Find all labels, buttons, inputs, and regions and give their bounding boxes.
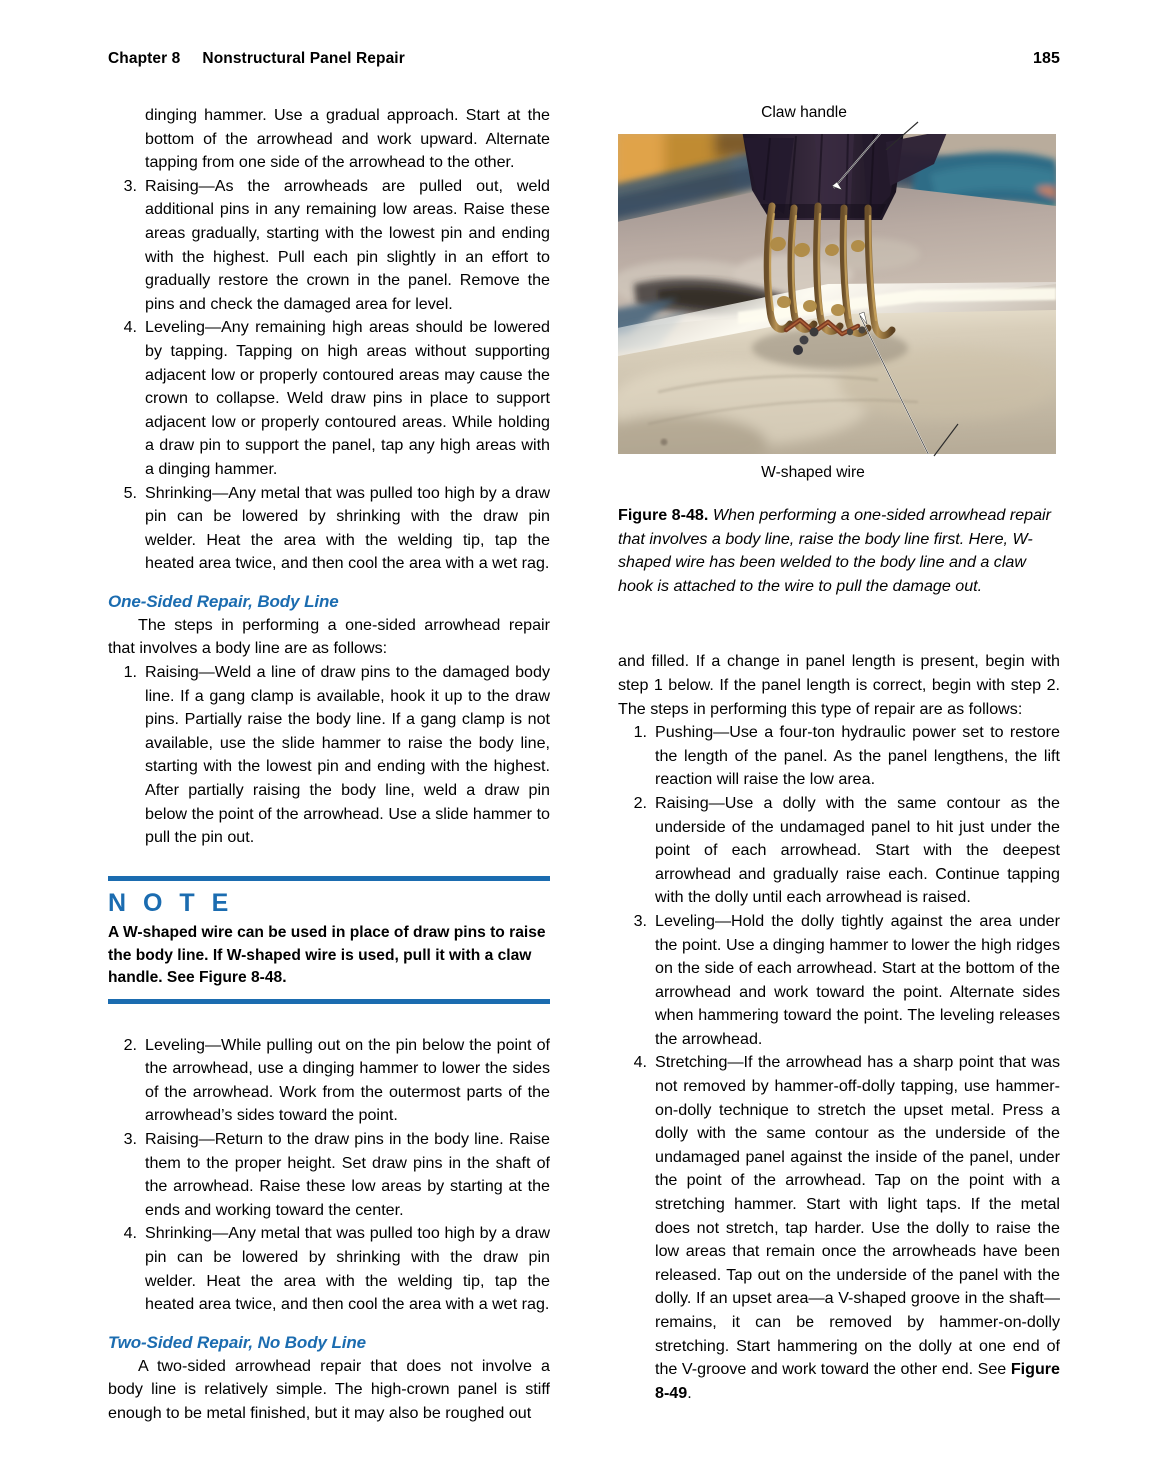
note-text: A W-shaped wire can be used in place of draw pins to raise the body line. If W-shaped wire is used, pull it with a claw handle. See Figure 8-48. — [108, 924, 546, 987]
list-item-text: Stretching—If the arrowhead has a sharp point that was not removed by hammer-off-dolly tapping, use hammer-on-dolly technique to stretch the upset metal. Press a dolly with the same contour as the underside of the undamaged panel against the inside of the panel, under the point of the arrowhead. Tap on the point with a stretching hammer. Start with light taps. If the metal does not stretch, tap harder. Use the dolly to raise the low areas that remain once the arrowheads have been released. Tap out on the underside of the panel with the dolly. If an upset area—a V-shaped groove in the shaft—remains, it can be removed by hammer-on-dolly stretching. Start hammering on the dolly at one end of the V-groove and work toward the other end. See — [655, 1053, 1060, 1379]
left-column — [108, 104, 550, 1425]
section-heading-two-sided: Two-Sided Repair, No Body Line — [108, 1332, 367, 1352]
spacer — [618, 598, 1060, 650]
list-item-number: 4. — [633, 1053, 647, 1072]
note-top-rule — [108, 876, 550, 881]
page-body — [108, 104, 1060, 1424]
callout-label-w-shaped-wire: W-shaped wire — [761, 464, 865, 481]
list-item-text: Leveling—Hold the dolly tightly against the area under the point. Use a dinging hammer to lower the high ridges on the side of each arrowhead. Start at the bottom of the arrowhead and work toward the point. Alternate sides when hammering toward the point. The leveling releases the arrowhead. — [655, 911, 1060, 1048]
steps-list-one-sided-continued — [108, 1034, 550, 1317]
figure-reference: Figure 8-49 — [655, 1360, 1060, 1402]
chapter-title: Nonstructural Panel Repair — [202, 50, 405, 67]
callout-label-claw-handle: Claw handle — [761, 104, 847, 121]
steps-list-two-sided — [618, 721, 1060, 1405]
list-item-number: 5. — [123, 483, 137, 502]
list-item-number: 1. — [633, 723, 647, 742]
two-sided-intro-paragraph: A two-sided arrowhead repair that does not involve a body line is relatively simple. The high-crown panel is stiff enough to be metal finished, but it may also be roughed out — [108, 1356, 550, 1422]
figure-caption-text: When performing a one-sided arrowhead repair that involves a body line, raise the body line first. Here, W-shaped wire has been welded to the body line and a claw hook is attached to the wire to pull the damage out. — [618, 506, 1051, 595]
list-item-number: 2. — [123, 1035, 137, 1054]
spacer — [108, 1004, 550, 1034]
list-item-text: Leveling—While pulling out on the pin below the point of the arrowhead, use a dinging hammer to lower the sides of the arrowhead. Work from the outermost parts of the arrowhead’s sides toward the point. — [145, 1035, 550, 1125]
steps-list-top — [108, 175, 550, 576]
list-item-text: Shrinking—Any metal that was pulled too high by a draw pin can be lowered by shrinking with the draw pin welder. Heat the area with the welding tip, tap the heated area twice, and then cool the area with a wet rag. — [145, 483, 550, 573]
list-item-text: Raising—As the arrowheads are pulled out, weld additional pins in any remaining low areas. Raise these areas gradually, starting with the lowest pin and ending with the highest. Pull each pin slightly in an effort to gradually restore the crown in the panel. Remove the pins and check the damaged area for level. — [145, 176, 550, 313]
steps-list-one-sided — [108, 661, 550, 850]
figure-caption-label: Figure 8-48. — [618, 506, 709, 524]
list-item — [618, 910, 1060, 1052]
figure-8-48 — [618, 104, 1060, 598]
continued-paragraph: dinging hammer. Use a gradual approach. Start at the bottom of the arrowhead and work upward. Alternate tapping from one side of the arrowhead to the other. — [145, 106, 550, 172]
list-item — [108, 1128, 550, 1222]
note-title: N O T E — [108, 888, 234, 917]
figure-caption — [618, 504, 1060, 598]
list-item — [108, 1034, 550, 1128]
chapter-number: Chapter 8 — [108, 50, 181, 67]
list-item — [108, 661, 550, 850]
list-item-text: Leveling—Any remaining high areas should be lowered by tapping. Tapping on high areas without supporting adjacent low or properly contoured areas may cause the crown to collapse. Weld draw pins in place to support adjacent low or properly contoured areas. While holding a draw pin to support the panel, tap any high areas with a dinging hammer. — [145, 318, 550, 478]
list-item-text: Raising—Return to the draw pins in the body line. Raise them to the proper height. Set draw pins in the shaft of the arrowhead. Raise these low areas by starting at the ends and working toward the center. — [145, 1129, 550, 1219]
list-item-number: 3. — [123, 1129, 137, 1148]
list-item — [108, 175, 550, 317]
list-item-number: 1. — [123, 663, 137, 682]
note-box — [108, 876, 550, 1004]
right-continued-paragraph: and filled. If a change in panel length is present, begin with step 1 below. If the panel length is correct, begin with step 2. The steps in performing this type of repair are as follows: — [618, 652, 1060, 718]
photo-claw-hook-on-panel — [618, 134, 1056, 454]
list-item-number: 2. — [633, 793, 647, 812]
list-item — [108, 316, 550, 481]
section-heading-one-sided: One-Sided Repair, Body Line — [108, 591, 339, 611]
list-item — [108, 482, 550, 576]
right-column — [618, 104, 1060, 1405]
leader-line-bottom — [618, 422, 1056, 462]
list-item-text: Raising—Use a dolly with the same contour as the underside of the undamaged panel to hit just under the point of each arrowhead. Start with the deepest arrowhead and gradually raise each. Continue tapping with the dolly until each arrowhead is raised. — [655, 793, 1060, 907]
page-number: 185 — [1033, 50, 1060, 67]
running-head — [108, 50, 1060, 68]
list-item-number: 4. — [123, 1224, 137, 1243]
list-item-text: Raising—Weld a line of draw pins to the damaged body line. If a gang clamp is available, hook it up to the draw pins. Partially raise the body line. If a gang clamp is not available, use the slide hammer to raise the body line, starting with the lowest pin and ending with the highest. After partially raising the body line, weld a draw pin below the point of the arrowhead. Use a slide hammer to pull the pin out. — [145, 663, 550, 847]
one-sided-intro-paragraph: The steps in performing a one-sided arrowhead repair that involves a body line are as follows: — [108, 615, 550, 658]
list-item — [618, 1051, 1060, 1405]
figure-photo — [618, 134, 1056, 454]
list-item — [618, 721, 1060, 792]
leader-line-top — [618, 120, 1056, 150]
list-item — [108, 1222, 550, 1316]
list-item-text-tail: . — [687, 1383, 692, 1402]
list-item — [618, 792, 1060, 910]
list-item-text: Shrinking—Any metal that was pulled too high by a draw pin can be lowered by shrinking with the draw pin welder. Heat the area with the welding tip, tap the heated area twice, and then cool the area with a wet rag. — [145, 1224, 550, 1314]
list-item-number: 4. — [123, 318, 137, 337]
list-item-number: 3. — [633, 911, 647, 930]
list-item-text: Pushing—Use a four-ton hydraulic power set to restore the length of the panel. As the panel lengthens, the lift reaction will raise the low area. — [655, 723, 1060, 789]
list-item-number: 3. — [123, 176, 137, 195]
